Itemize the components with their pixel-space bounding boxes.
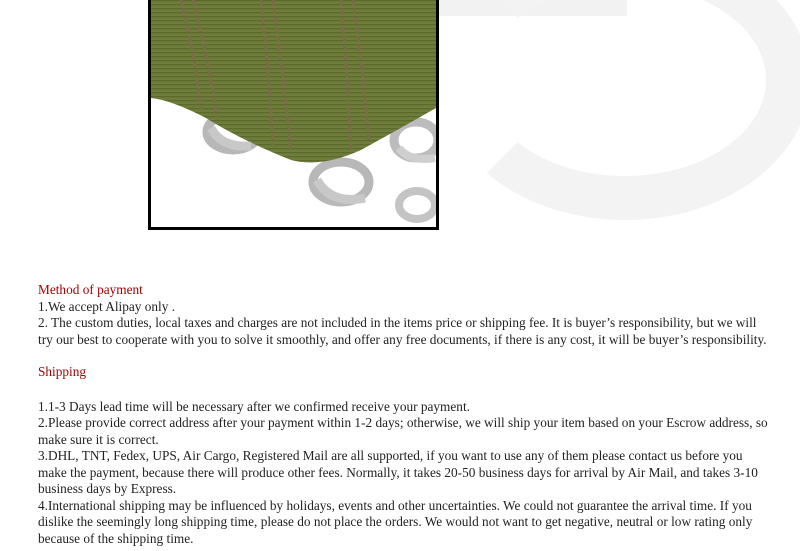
product-photo [148, 0, 439, 230]
payment-line-1: 1.We accept Alipay only . [38, 298, 176, 314]
shipping-line-4: 4.International shipping may be influenced by holidays, events and other uncertainties. We could not guarantee the arrival time. If you dislike the seemingly long shipping time, please do not place the orders. We would not want to get negative, neutral or low rating only because of the shipping time. [38, 497, 753, 546]
watermark-curve [440, 0, 800, 220]
product-description [38, 282, 768, 547]
shipping-line-3: 3.DHL, TNT, Fedex, UPS, Air Cargo, Registered Mail are all supported, if you want to use any of them please contact us before you make the payment, because there will produce other fees. Normally, it takes 20-50 business days for arrival by Air Mail, and takes 3-10 business days by Express. [38, 448, 758, 496]
shipping-heading: Shipping [38, 364, 87, 379]
shipping-line-2: 2.Please provide correct address after your payment within 1-2 days; otherwise, we will ship your item based on your Escrow address, so make sure it is correct. [38, 415, 768, 447]
payment-line-2: 2. The custom duties, local taxes and charges are not included in the items price or shipping fee. It is buyer’s responsibility, but we will try our best to cooperate with you to solve it smoothly, and offer any free documents, if there is any cost, it will be buyer’s responsibility. [38, 315, 767, 347]
payment-heading: Method of payment [38, 282, 143, 297]
shipping-line-1: 1.1-3 Days lead time will be necessary after we confirmed receive your payment. [38, 398, 470, 414]
nylon-strap-photo-icon [151, 0, 436, 227]
